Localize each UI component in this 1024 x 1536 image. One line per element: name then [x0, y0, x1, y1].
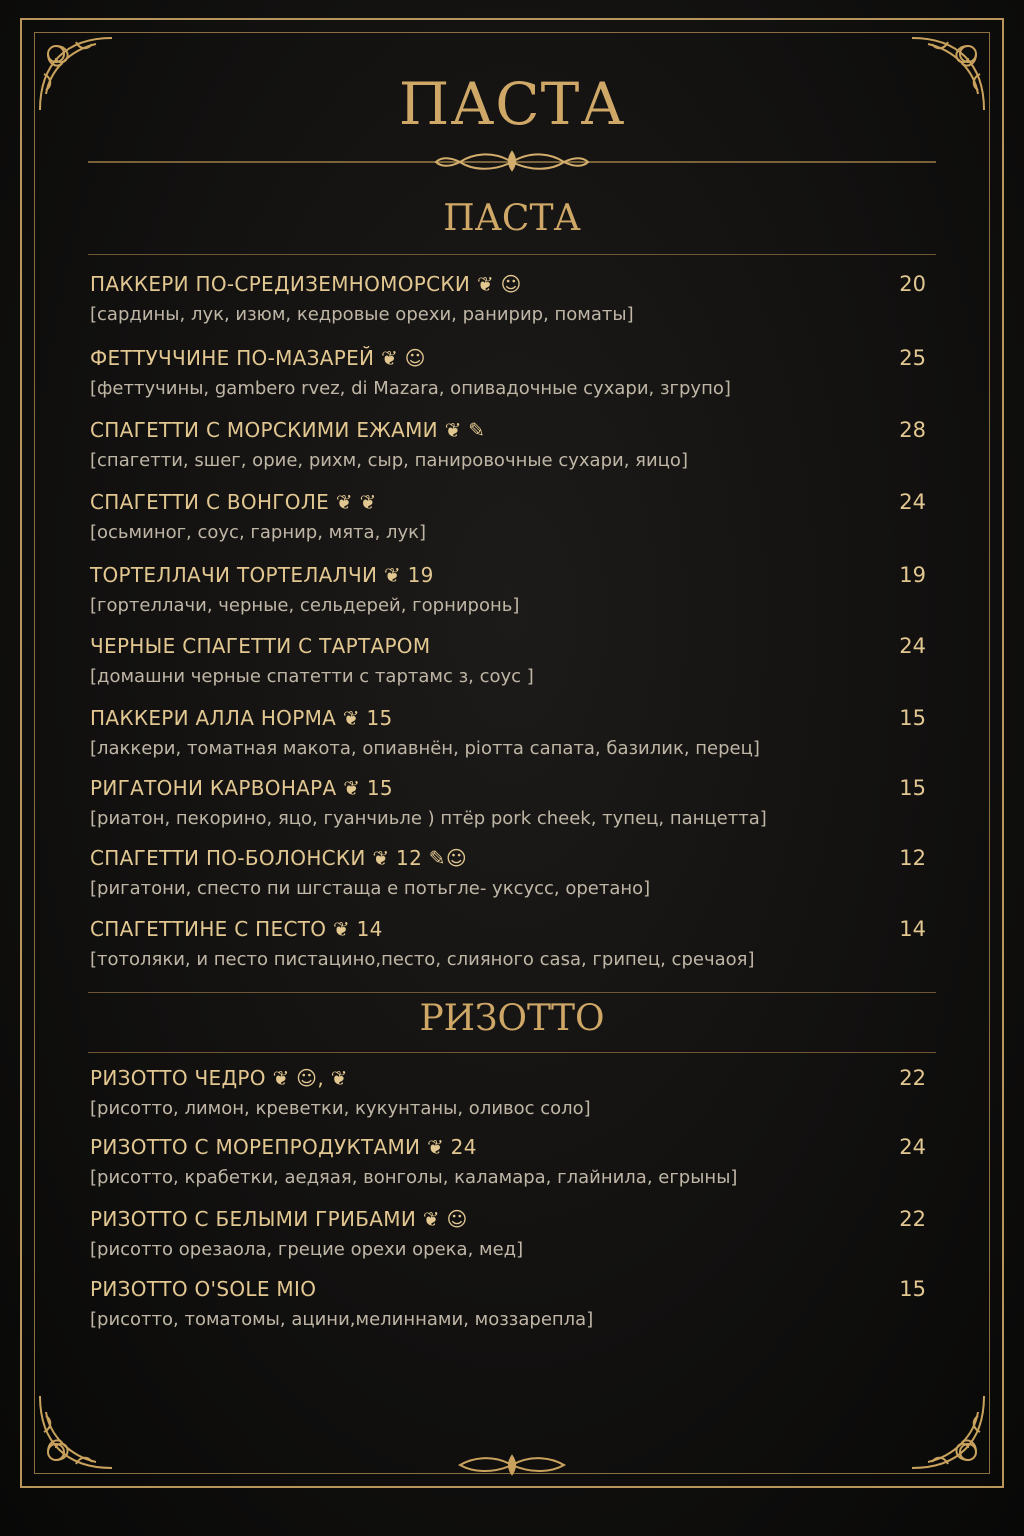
section-title-risotto: РИЗОТТО: [419, 998, 605, 1039]
menu-item: [90, 272, 930, 332]
item-price: 14: [899, 917, 926, 941]
item-price: 24: [899, 634, 926, 658]
item-price: 24: [899, 490, 926, 514]
item-price: 22: [899, 1066, 926, 1090]
menu-item: [90, 634, 930, 694]
item-description: [рисотто, крабетки, аедяая, вонголы, каламара, глайнила, егрыны]: [90, 1167, 738, 1188]
item-name: ЧЕРНЫЕ СПАГЕТТИ С ТАРТАРОМ: [90, 634, 431, 658]
item-name: ПАККЕРИ АЛЛА НОРМА ❦ 15: [90, 706, 393, 730]
item-description: [рисотто, лимон, креветки, кукунтаны, оливос соло]: [90, 1098, 591, 1119]
section-title-pasta: ПАСТА: [443, 198, 581, 239]
item-name: СПАГЕТТИ ПО-БОЛОНСКИ ❦ 12 ✎☺: [90, 846, 467, 870]
item-description: [спагетти, sшег, орие, рихм, сыр, панировочные сухари, яицо]: [90, 450, 688, 471]
item-description: [риатон, пекорино, яцо, гуанчиьле ) птёр pork cheek, тупец, панцетта]: [90, 808, 767, 829]
section-divider: [88, 992, 936, 993]
section-divider: [88, 254, 936, 255]
item-price: 28: [899, 418, 926, 442]
item-description: [осьминог, соус, гарнир, мята, лук]: [90, 522, 427, 543]
item-name: СПАГЕТТИНЕ С ПЕСТО ❦ 14: [90, 917, 383, 941]
item-price: 15: [899, 1277, 926, 1301]
item-description: [рисотто орезаола, грецие орехи орека, мед]: [90, 1239, 524, 1260]
menu-title: ПАСТА: [398, 70, 626, 138]
item-price: 12: [899, 846, 926, 870]
item-name: ПАККЕРИ ПО-СРЕДИЗЕМНОМОРСКИ ❦ ☺: [90, 272, 522, 296]
ornamental-divider-icon: [88, 148, 936, 178]
item-description: [ригатони, спесто пи шгстаща е потьгле- уксусс, оретано]: [90, 878, 651, 899]
item-price: 20: [899, 272, 926, 296]
item-description: [сардины, лук, изюм, кедровые орехи, ранирир, поматы]: [90, 304, 634, 325]
item-description: [феттучины, gambero rvez, di Mazara, опивадочные сухари, згрупо]: [90, 378, 731, 399]
section-divider: [88, 1052, 936, 1053]
menu-item: [90, 418, 930, 478]
item-name: ТОРТЕЛЛАЧИ ТОРТЕЛАЛЧИ ❦ 19: [90, 563, 434, 587]
menu-item: [90, 917, 930, 977]
corner-flourish-icon: [908, 1392, 988, 1472]
menu-item: [90, 490, 930, 550]
menu-item: [90, 776, 930, 836]
item-description: [гортеллачи, черные, сельдерей, горниронь]: [90, 595, 520, 616]
menu-item: [90, 346, 930, 406]
item-price: 25: [899, 346, 926, 370]
bottom-ornament-icon: [412, 1450, 612, 1480]
menu-item: [90, 563, 930, 623]
menu-item: [90, 1135, 930, 1195]
menu-item: [90, 706, 930, 766]
corner-flourish-icon: [36, 1392, 116, 1472]
menu-item: [90, 846, 930, 906]
item-name: РИЗОТТО С БЕЛЫМИ ГРИБАМИ ❦ ☺: [90, 1207, 468, 1231]
item-price: 15: [899, 706, 926, 730]
item-price: 19: [899, 563, 926, 587]
menu-item: [90, 1066, 930, 1126]
item-description: [домашни черные спатетти с тартамс з, соус ]: [90, 666, 534, 687]
item-price: 24: [899, 1135, 926, 1159]
item-name: РИЗОТТО С МОРЕПРОДУКТАМИ ❦ 24: [90, 1135, 477, 1159]
item-name: РИЗОТТО ЧЕДРО ❦ ☺, ❦: [90, 1066, 348, 1090]
item-name: РИЗОТТО O'SOLE MIO: [90, 1277, 317, 1301]
item-name: РИГАТОНИ КАРВОНАРА ❦ 15: [90, 776, 393, 800]
menu-item: [90, 1207, 930, 1267]
item-name: ФЕТТУЧЧИНЕ ПО-МАЗАРЕЙ ❦ ☺: [90, 346, 426, 370]
menu-item: [90, 1277, 930, 1337]
item-description: [лаккери, томатная макота, опиавнён, piотта сапата, базилик, перец]: [90, 738, 760, 759]
item-price: 15: [899, 776, 926, 800]
item-description: [тотоляки, и песто пистацино,песто, слияного сasa, грипец, сречаоя]: [90, 949, 755, 970]
item-price: 22: [899, 1207, 926, 1231]
item-name: СПАГЕТТИ С МОРСКИМИ ЕЖАМИ ❦ ✎: [90, 418, 486, 442]
item-name: СПАГЕТТИ С ВОНГОЛЕ ❦ ❦: [90, 490, 377, 514]
item-description: [рисотто, томатомы, ацини,мелиннами, моззарепла]: [90, 1309, 594, 1330]
